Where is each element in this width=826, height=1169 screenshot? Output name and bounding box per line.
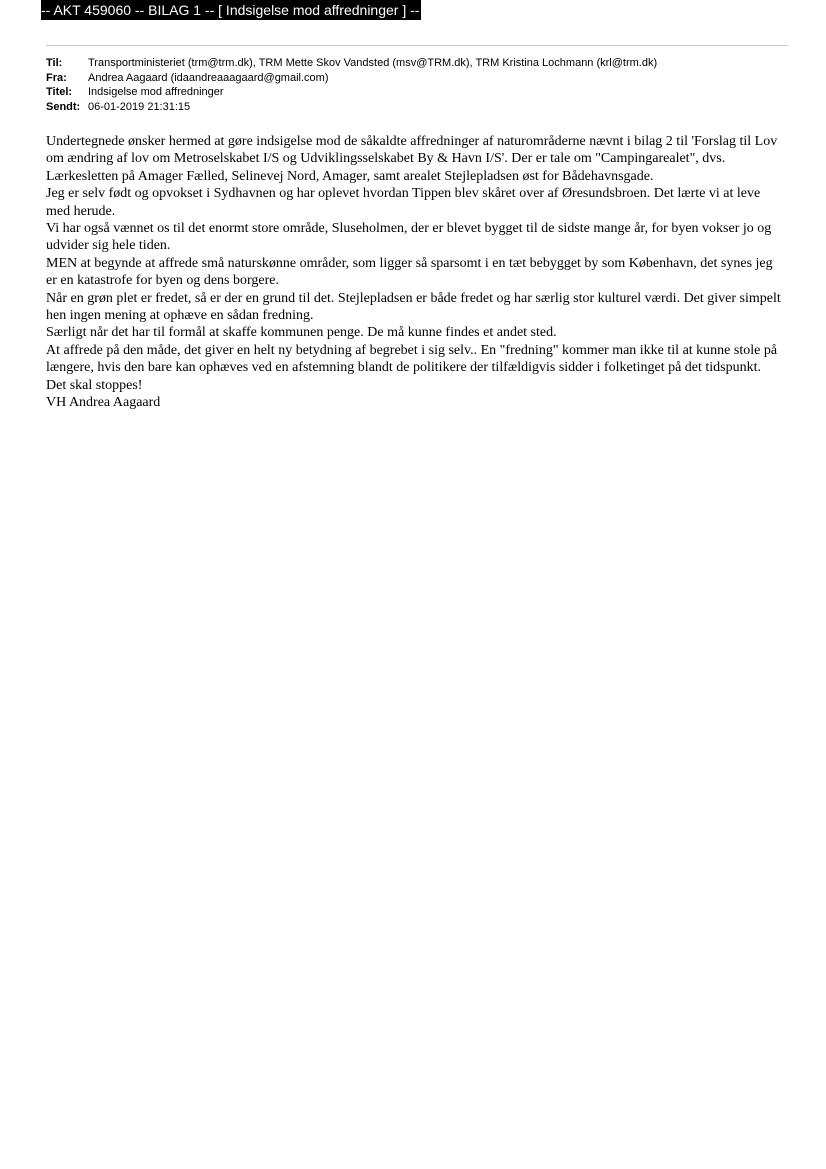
- header-row-sent: [46, 100, 657, 115]
- body-paragraph: Jeg er selv født og opvokset i Sydhavnen og har oplevet hvordan Tippen blev skåret over af Øresundsbroen. Det lærte vi at leve med herude.: [46, 186, 761, 219]
- email-body: [46, 133, 781, 412]
- header-value-sent: 06-01-2019 21:31:15: [88, 100, 191, 113]
- header-value-title: Indsigelse mod affredninger: [88, 86, 224, 98]
- document-banner: -- AKT 459060 -- BILAG 1 -- [ Indsigelse mod affredninger ] --: [41, 2, 420, 18]
- body-paragraph: Vi har også vænnet os til det enormt store område, Sluseholmen, der er blevet bygget til de sidste mange år, for byen vokser jo og udvider sig hele tiden.: [46, 221, 772, 254]
- header-label-from: Fra:: [46, 71, 67, 84]
- header-label-title: Titel:: [46, 86, 73, 98]
- header-value-to: Transportministeriet (trm@trm.dk), TRM Mette Skov Vandsted (msv@TRM.dk), TRM Kristina Lochmann (krl@trm.dk): [88, 57, 658, 69]
- body-paragraph: At affrede på den måde, det giver en helt ny betydning af begrebet i sig selv.. En "fredning" kommer man ikke til at kunne stole på længere, hvis den bare kan ophæves ved en afstemning blandt de politikere der tilfældigvis sidder i folketinget på det tidspunkt.: [46, 342, 778, 376]
- signature: VH Andrea Aagaard: [46, 395, 161, 411]
- body-paragraph: MEN at begynde at affrede små naturskønne områder, som ligger så sparsomt i en tæt bebygget by som København, det synes jeg er en katastrofe for byen og dens borgere.: [46, 255, 773, 289]
- body-paragraph: Særligt når det har til formål at skaffe kommunen penge. De må kunne findes et andet sted.: [46, 325, 557, 341]
- header-label-to: Til:: [46, 57, 63, 69]
- body-paragraph: Det skal stoppes!: [46, 377, 143, 393]
- header-value-from: Andrea Aagaard (idaandreaaagaard@gmail.com): [88, 71, 329, 84]
- header-row-from: [46, 71, 657, 86]
- header-row-to: [46, 56, 657, 71]
- header-label-sent: Sendt:: [46, 100, 81, 113]
- header-divider: [46, 45, 788, 46]
- email-headers: [46, 56, 657, 114]
- body-paragraph: Undertegnede ønsker hermed at gøre indsigelse mod de såkaldte affredninger af naturområderne nævnt i bilag 2 til 'Forslag til Lov om ændring af lov om Metroselskabet I/S og Udviklingsselskabet By & Havn I/S'. Der er tale om "Campingarealet", dvs. Lærkesletten på Amager Fælled, Selinevej Nord, Amager, samt arealet Stejlepladsen øst for Bådehavnsgade.: [46, 134, 778, 184]
- body-paragraph: Når en grøn plet er fredet, så er der en grund til det. Stejlepladsen er både fredet og har særlig stor kulturel værdi. Det giver simpelt hen ingen mening at ophæve en sådan fredning.: [46, 290, 781, 324]
- header-row-title: [46, 85, 657, 100]
